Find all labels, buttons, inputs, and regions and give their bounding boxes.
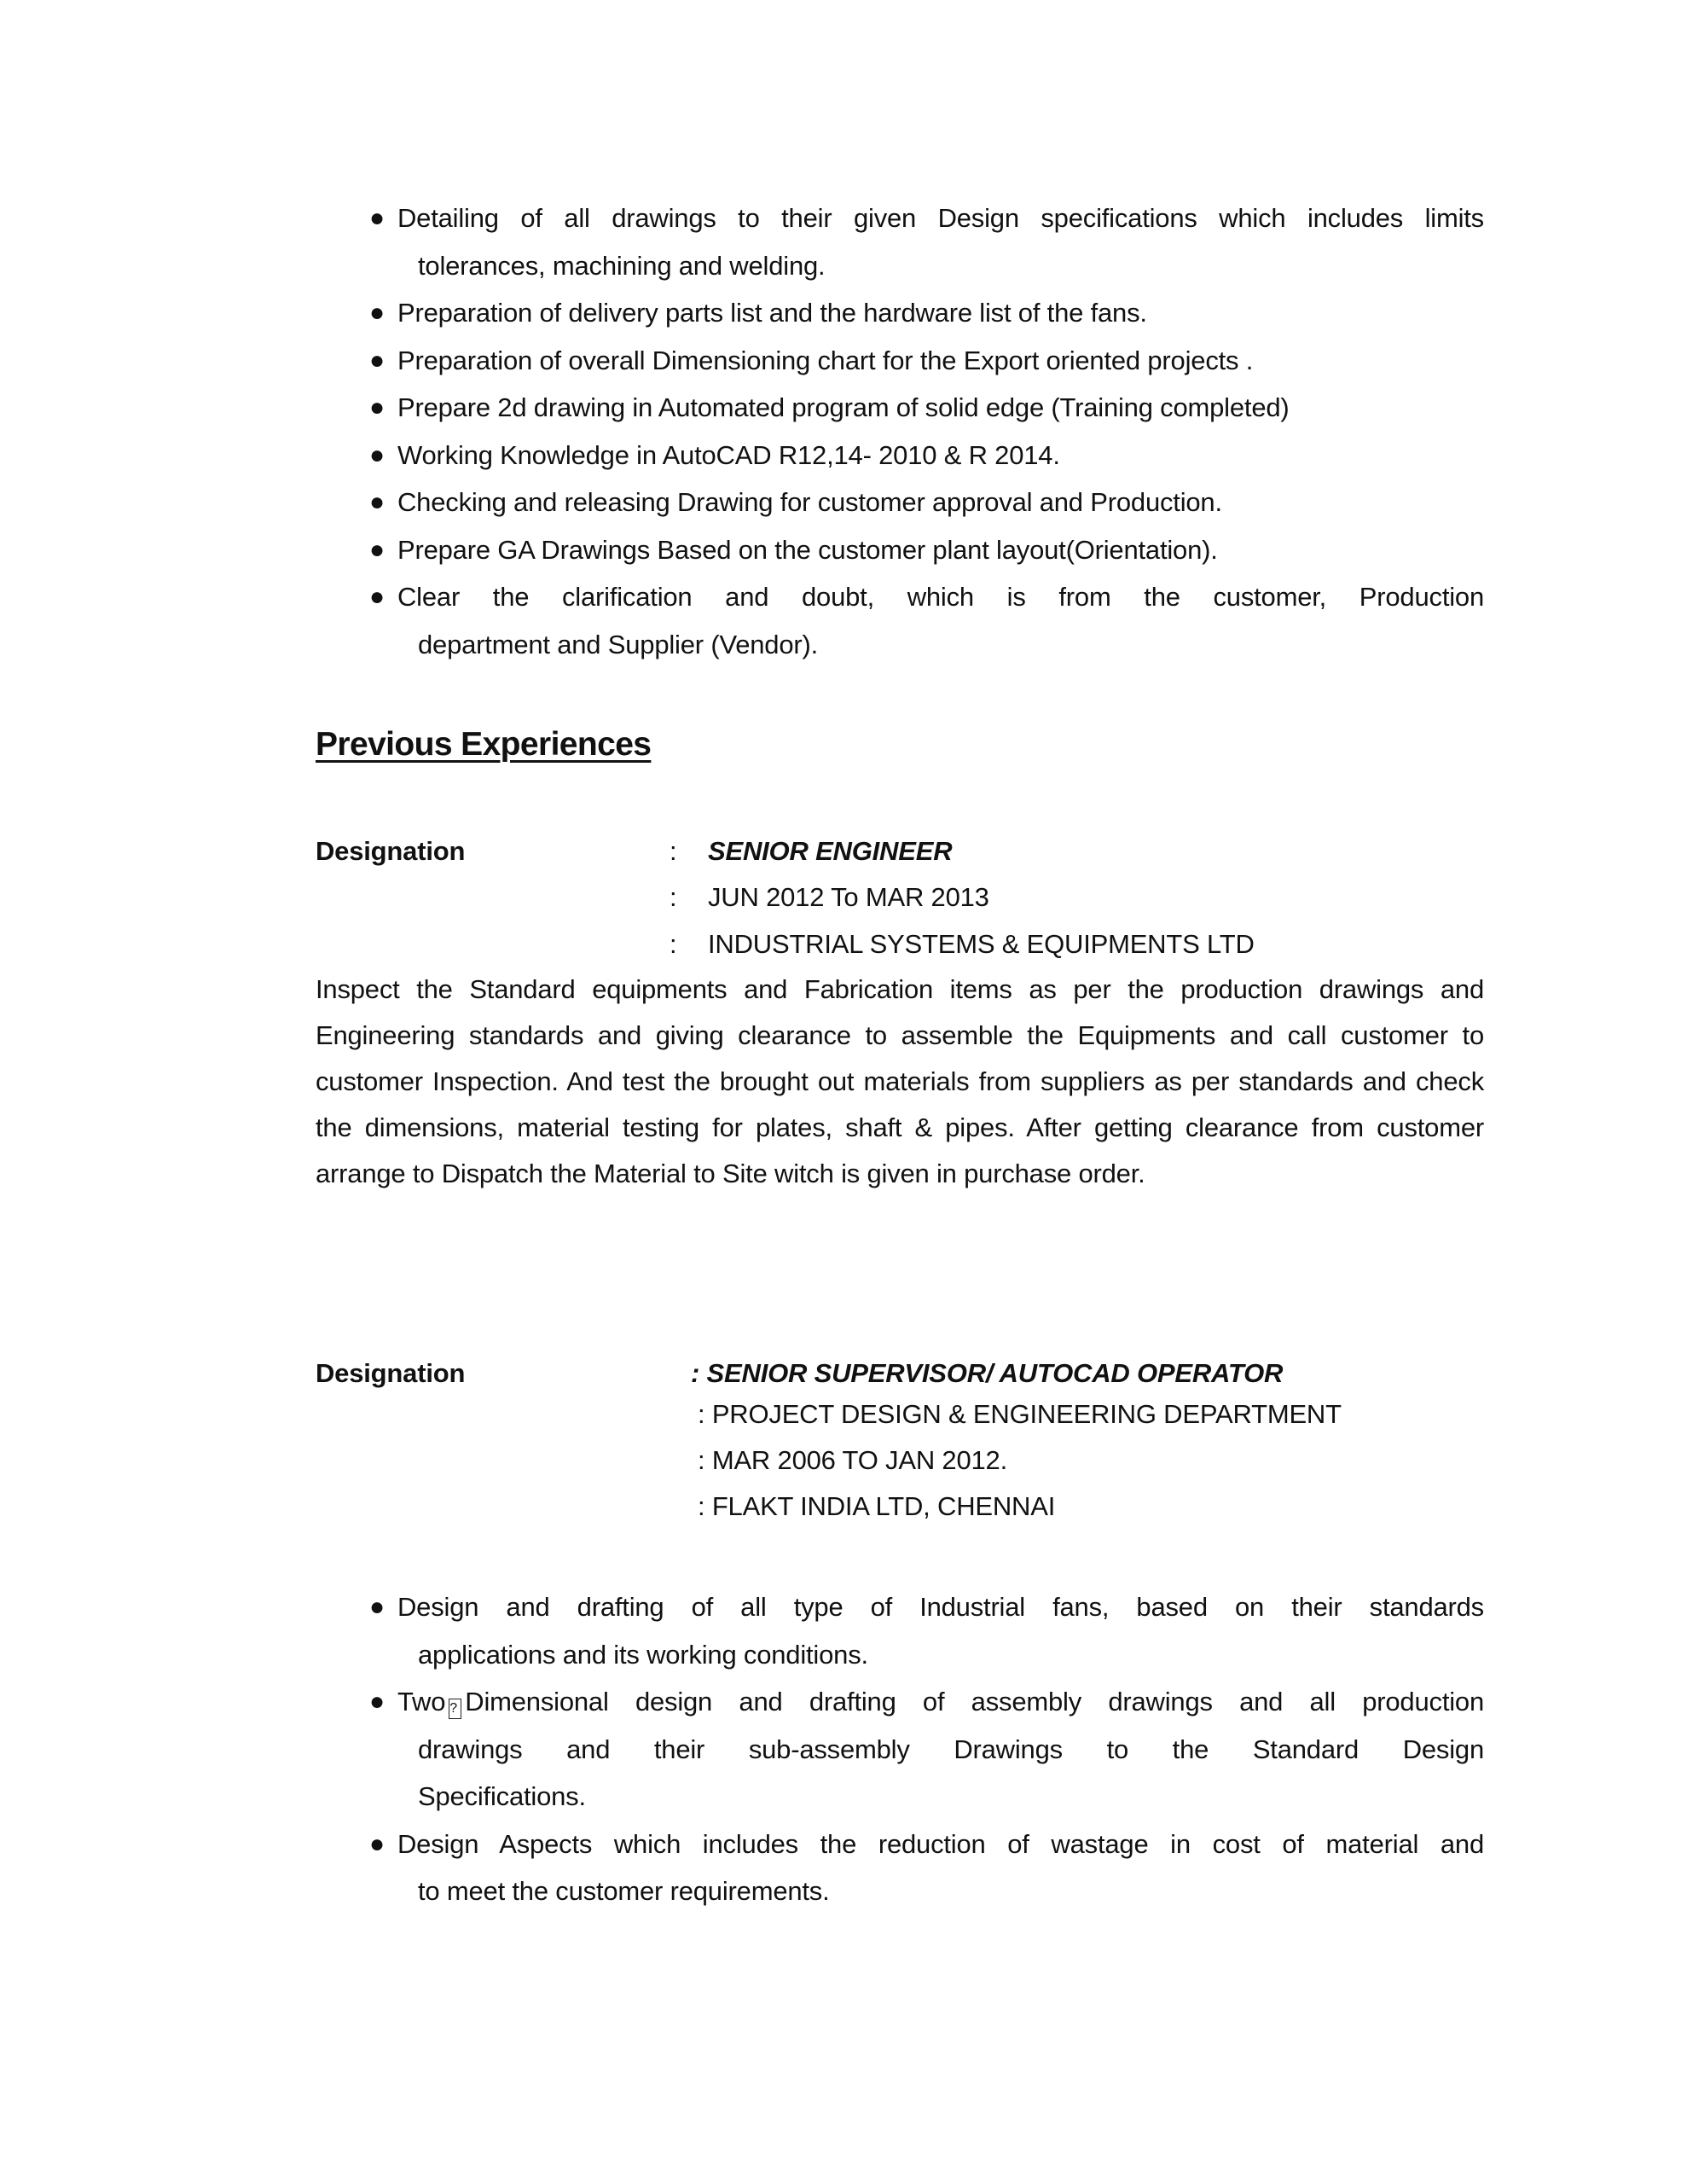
experience-2-responsibilities-list — [369, 1583, 1484, 1915]
bullet-icon: ● — [369, 299, 385, 327]
missing-character-icon: ? — [449, 1699, 461, 1719]
list-item — [369, 1583, 1484, 1678]
company-name: : FLAKT INDIA LTD, CHENNAI — [698, 1491, 1056, 1521]
employment-period: : MAR 2006 TO JAN 2012. — [698, 1445, 1007, 1475]
list-item — [369, 1821, 1484, 1915]
list-item — [369, 432, 1484, 479]
list-item — [369, 573, 1484, 668]
list-item-continuation: drawings and their sub-assembly Drawings to the Standard Design — [418, 1734, 1484, 1764]
designation-label: Designation — [316, 1358, 466, 1388]
section-heading-previous-experiences: Previous Experiences — [316, 726, 652, 763]
list-item-text: Detailing of all drawings to their given Design specifications which includes limits — [397, 203, 1484, 233]
experience-1-description: Inspect the Standard equipments and Fabrication items as per the production drawings and Engineering standards and giving clearance to assemble the Equipments and call customer to customer Inspection. And test the brought out materials from suppliers as per standards and check the dimensions, material testing for plates, shaft & pipes. After getting clearance from customer arrange to Dispatch the Material to Site witch is given in purchase order. — [316, 974, 1484, 1188]
list-item-continuation: Specifications. — [418, 1781, 586, 1811]
list-item-continuation: to meet the customer requirements. — [418, 1876, 830, 1906]
list-item-prefix: Two — [397, 1687, 446, 1716]
bullet-icon: ● — [369, 488, 385, 516]
bullet-icon: ● — [369, 1829, 385, 1858]
list-item-text — [397, 1678, 1484, 1726]
responsibilities-list — [369, 195, 1484, 668]
designation-value: SENIOR ENGINEER — [708, 836, 953, 866]
list-item — [369, 195, 1484, 289]
list-item-text: Design and drafting of all type of Industrial fans, based on their standards — [397, 1592, 1484, 1622]
list-item — [369, 384, 1484, 432]
list-item-continuation: applications and its working conditions. — [418, 1639, 868, 1670]
list-item-text: Checking and releasing Drawing for customer approval and Production. — [397, 487, 1222, 517]
bullet-icon: ● — [369, 1593, 385, 1621]
colon-separator: : — [691, 1358, 700, 1388]
list-item — [369, 479, 1484, 526]
bullet-icon: ● — [369, 1687, 385, 1716]
colon-separator: : — [670, 929, 677, 959]
list-item — [369, 289, 1484, 337]
list-item-text: Prepare GA Drawings Based on the customer plant layout(Orientation). — [397, 534, 1218, 565]
designation-label: Designation — [316, 836, 466, 866]
bullet-icon: ● — [369, 440, 385, 469]
list-item — [369, 1678, 1484, 1821]
list-item-text: Prepare 2d drawing in Automated program of solid edge (Training completed) — [397, 392, 1290, 422]
list-item-text: Working Knowledge in AutoCAD R12,14- 2010 & R 2014. — [397, 439, 1060, 470]
list-item-continuation: department and Supplier (Vendor). — [418, 629, 819, 659]
list-item-main-text: Dimensional design and drafting of assembly drawings and all production — [465, 1687, 1484, 1716]
list-item-text: Preparation of overall Dimensioning chart for the Export oriented projects . — [397, 345, 1254, 375]
list-item-continuation: tolerances, machining and welding. — [418, 250, 826, 281]
list-item-text: Design Aspects which includes the reduction of wastage in cost of material and — [397, 1828, 1484, 1859]
colon-separator: : — [670, 882, 677, 912]
designation-value — [691, 1355, 1283, 1392]
employment-period: JUN 2012 To MAR 2013 — [708, 882, 989, 912]
bullet-icon: ● — [369, 535, 385, 564]
company-name: INDUSTRIAL SYSTEMS & EQUIPMENTS LTD — [708, 929, 1255, 959]
bullet-icon: ● — [369, 204, 385, 232]
department-name: : PROJECT DESIGN & ENGINEERING DEPARTMENT — [698, 1399, 1342, 1429]
designation-text: SENIOR SUPERVISOR/ AUTOCAD OPERATOR — [706, 1358, 1284, 1388]
bullet-icon: ● — [369, 393, 385, 421]
list-item — [369, 526, 1484, 574]
bullet-icon: ● — [369, 583, 385, 611]
list-item-text: Preparation of delivery parts list and the hardware list of the fans. — [397, 298, 1147, 328]
bullet-icon: ● — [369, 346, 385, 375]
list-item — [369, 337, 1484, 385]
list-item-text: Clear the clarification and doubt, which is from the customer, Production — [397, 582, 1484, 612]
colon-separator: : — [670, 836, 677, 866]
